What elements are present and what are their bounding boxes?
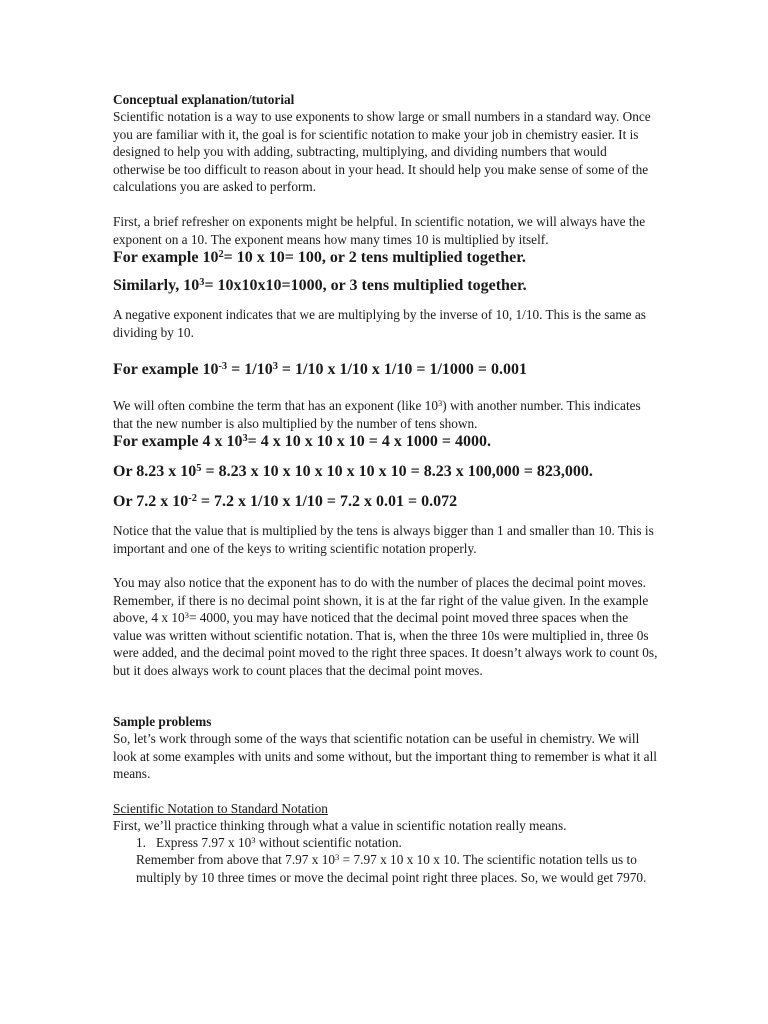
example-ten-cubed: Similarly, $10^3= 10x10x10=1000$, or 3 tens multiplied together. [113, 276, 527, 294]
exponent-refresher-paragraph: First, a brief refresher on exponents might be helpful. In scientific notation, we will always have the exponent on a 10. The exponent means how many times 10 is multiplied by itself. [113, 214, 646, 247]
intro-paragraph: Scientific notation is a way to use exponents to show large or small numbers in a standard way. Once you are familiar with it, the goal is for scientific notation to make your job in chemistry easier. It is designed to help you with adding, subtracting, multiplying, and dividing numbers that would otherwise be too difficult to reason about in your head. It should help you make sense of some of the calculations you are asked to perform. [113, 109, 651, 194]
section-intro: First, we’ll practice thinking through what a value in scientific notation really means. [113, 818, 567, 833]
sample-problems-paragraph: So, let’s work through some of the ways that scientific notation can be useful in chemistry. We will look at some examples with units and some without, but the important thing to remember is what it all means. [113, 731, 657, 781]
problem-1-explanation: Remember from above that 7.97 x $10^3 = 7.97$ x 10 x 10 x 10. The scientific notation tells us to multiply by 10 three times or move the decimal point right three places. So, we would get 7970. [136, 851, 647, 885]
combine-terms-paragraph: We will often combine the term that has an exponent (like $10^3$) with another number. This indicates that the new number is also multiplied by the number of tens shown. [113, 397, 641, 431]
example-823-x10-5: Or 8.23 x $10^5 = 8.23$ x 10 x 10 x 10 x 10 x 10 = 8.23 x 100,000 = 823,000. [113, 462, 593, 480]
decimal-point-paragraph: You may also notice that the exponent has to do with the number of places the decimal point moves. Remember, if there is no decimal point shown, it is at the far right of the value given. In the example above, 4 x $10^3= 4000$, you may have noticed that the decimal point moved three spaces when the value was written without scientific notation. That is, when the three 10s were multiplied in, three 0s were added, and the decimal point moved to the right three spaces. It doesn’t always work to count 0s, but it does always work to count places that the decimal point moves. [113, 575, 658, 678]
example-72-x10-neg2: Or 7.2 x $10^{-2} = 7.2$ x 1/10 x 1/10 = 7.2 x 0.01 = 0.072 [113, 492, 458, 510]
example-ten-squared: For example $10^2= 10$ x 10= 100, or 2 tens multiplied together. [113, 248, 526, 266]
sample-problems-heading: Sample problems [113, 714, 212, 729]
section-heading: Scientific Notation to Standard Notation [113, 801, 328, 816]
example-4x10-cubed: For example 4 x $10^3= 4$ x 10 x 10 x 10 = 4 x 1000 = 4000. [113, 432, 492, 450]
example-negative-exponent: For example $10^{-3} = 1/10^3 = 1/10$ x 1/10 x 1/10 = 1/1000 = 0.001 [113, 360, 528, 378]
problem-1: 1. Express 7.97 x $10^3$ without scientific notation. [136, 834, 402, 850]
notice-paragraph: Notice that the value that is multiplied by the tens is always bigger than 1 and smaller than 10. This is important and one of the keys to writing scientific notation properly. [113, 523, 654, 556]
tutorial-heading: Conceptual explanation/tutorial [113, 92, 295, 107]
negative-exponent-paragraph: A negative exponent indicates that we are multiplying by the inverse of 10, 1/10. This is the same as dividing by 10. [113, 307, 646, 340]
